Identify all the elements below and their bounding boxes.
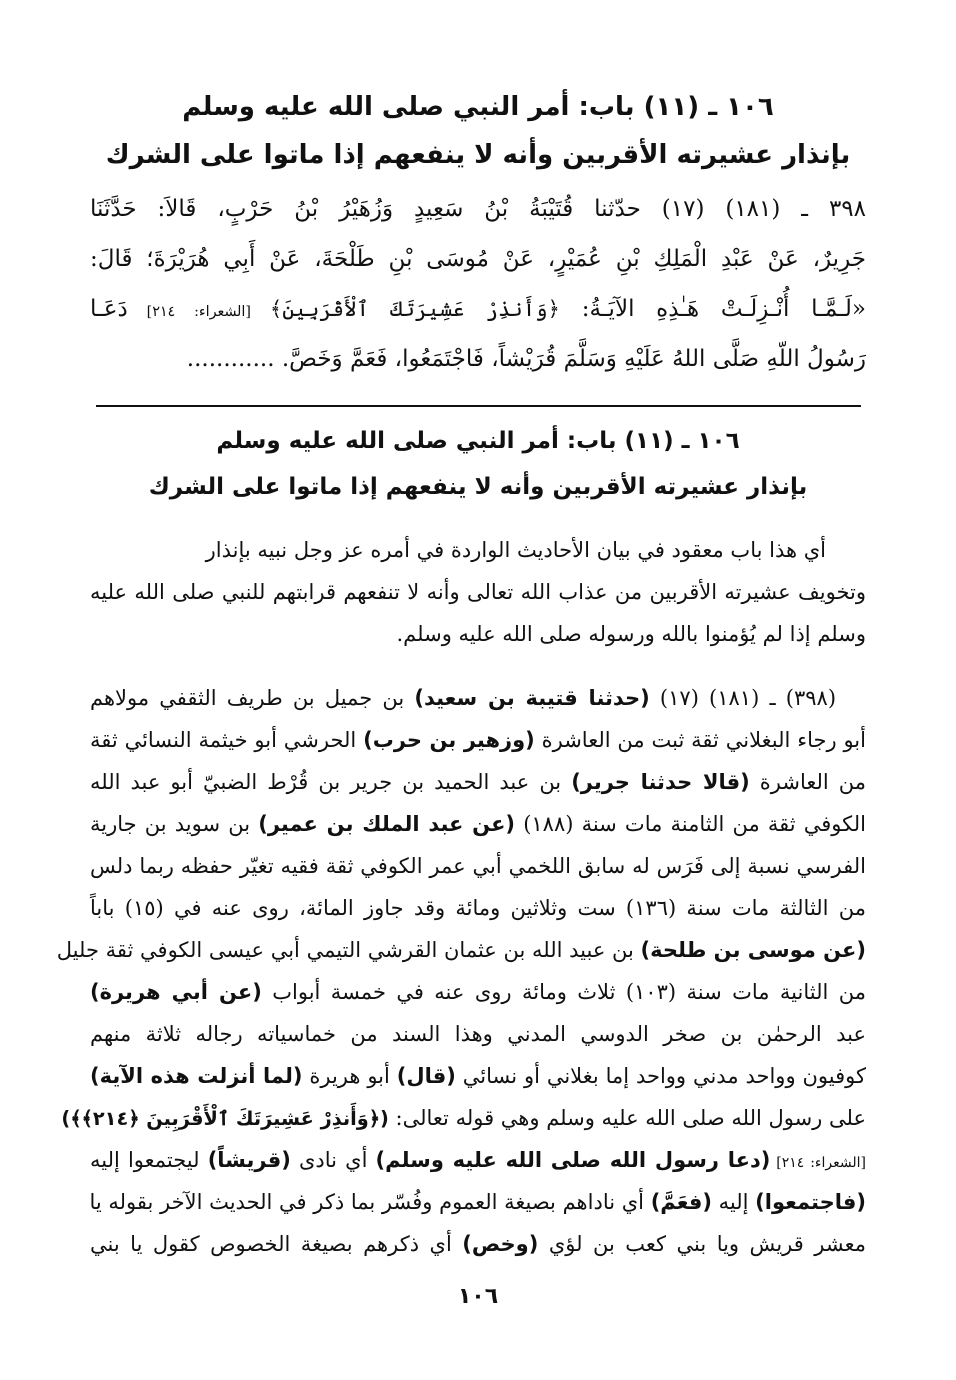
hadith-chapter-title: ١٠٦ ـ (١١) باب: أمر النبي صلى الله عليه وسلم <box>182 92 774 122</box>
text-segment: على رسول الله صلى الله عليه وسلم وهي قوله تعالى: <box>388 1106 866 1130</box>
narrator-name: (عن أبي هريرة) <box>90 980 262 1004</box>
commentary-line-7 <box>56 938 866 962</box>
commentary-line-8 <box>90 980 866 1004</box>
commentary-line-3 <box>90 770 866 794</box>
section-divider <box>96 405 861 407</box>
commentary-intro-line-3: وسلم إذا لم يُؤمنوا بالله ورسوله صلى الله عليه وسلم. <box>396 622 866 646</box>
commentary-chapter-subtitle: بإنذار عشيرته الأقربين وأنه لا ينفعهم إذا ماتوا على الشرك <box>148 474 808 500</box>
hadith-chapter-subtitle: بإنذار عشيرته الأقربين وأنه لا ينفعهم إذا ماتوا على الشرك <box>105 140 851 170</box>
highlighted-phrase: (وخص) <box>462 1232 539 1256</box>
text-segment: من العاشرة <box>749 770 866 794</box>
text-segment: الكوفي ثقة من الثامنة مات سنة (١٨٨) <box>515 812 866 836</box>
narrator-name: (عن عبد الملك بن عمير) <box>258 812 516 836</box>
text-segment: أي ذكرهم بصيغة الخصوص كقول يا بني <box>90 1232 463 1256</box>
text-segment: (٣٩٨) ـ (١٨١) (١٧) <box>649 686 837 710</box>
highlighted-phrase: (لما أنزلت هذه الآية) <box>90 1064 303 1088</box>
quran-verse: ﴿وَأَنذِرْ عَشِيرَتَكَ ٱلْأَقْرَبِينَ﴾ <box>269 296 561 321</box>
commentary-line-13 <box>90 1190 866 1214</box>
commentary-line-9: عبد الرحمٰن بن صخر الدوسي المدني وهذا السند من خماسياته رجاله ثلاثة منهم <box>90 1022 866 1046</box>
commentary-line-10 <box>90 1064 866 1088</box>
commentary-line-6: من الثالثة مات سنة (١٣٦) ست وثلاثين ومائة وقد جاوز المائة، روى عنه في (١٥) باباً <box>90 896 866 920</box>
commentary-line-14 <box>90 1232 866 1256</box>
highlighted-phrase: (قريشاً) <box>207 1148 291 1172</box>
hadith-text-line-3 <box>90 296 866 322</box>
narrator-name: (قالا حدثنا جرير) <box>571 770 750 794</box>
narrator-name: (حدثنا قتيبة بن سعيد) <box>414 686 650 710</box>
commentary-line-1 <box>90 686 836 710</box>
verse-reference: [الشعراء: ٢١٤] <box>770 1155 866 1171</box>
text-segment: إليه <box>711 1190 756 1214</box>
text-segment: أي ناداهم بصيغة العموم وفُسّر بما ذكر في الحديث الآخر بقوله يا <box>89 1190 651 1214</box>
text-segment: بن عبد الحميد بن جرير بن قُرْط الضبيّ أبو عبد الله <box>90 770 572 794</box>
text-segment: بن عبيد الله بن عثمان القرشي التيمي أبي عيسى الكوفي ثقة جليل <box>56 938 641 962</box>
text-segment: معشر قريش ويا بني كعب بن لؤي <box>538 1232 866 1256</box>
quran-verse: (﴿وَأَنذِرْ عَشِيرَتَكَ ٱلْأَقْرَبِينَ ﴿٢١٤﴾﴾) <box>61 1107 389 1130</box>
text-segment: بن سويد بن جارية <box>90 812 259 836</box>
text-segment: أبو هريرة <box>302 1064 397 1088</box>
commentary-intro-line-1: أي هذا باب معقود في بيان الأحاديث الواردة في أمره عز وجل نبيه بإنذار <box>205 538 826 562</box>
narrator-name: (وزهير بن حرب) <box>363 728 535 752</box>
commentary-line-4 <box>90 812 866 836</box>
commentary-line-11 <box>61 1106 866 1130</box>
hadith-text-line-1: ٣٩٨ ـ (١٨١) (١٧) حدّثنا قُتَيْبَةُ بْنُ سَعِيدٍ وَزُهَيْرُ بْنُ حَرْبٍ، قَالاَ: حَدَّثَنَا <box>90 196 866 222</box>
text-segment: بن جميل بن طريف الثقفي مولاهم <box>90 686 415 710</box>
narrator-name: (عن موسى بن طلحة) <box>640 938 866 962</box>
verse-reference: [الشعراء: ٢١٤] <box>127 304 270 320</box>
text-segment: أي نادى <box>290 1148 376 1172</box>
commentary-line-12 <box>90 1148 866 1172</box>
highlighted-phrase: (دعا رسول الله صلى الله عليه وسلم) <box>375 1148 771 1172</box>
highlighted-phrase: (فعَمَّ) <box>650 1190 712 1214</box>
hadith-text-segment: دَعَـا <box>90 296 128 322</box>
text-segment: ليجتمعوا إليه <box>90 1148 208 1172</box>
commentary-line-5: الفرسي نسبة إلى فَرَس له سابق اللخمي أبي عمر الكوفي ثقة فقيه تغيّر حفظه ربما دلس <box>90 854 866 878</box>
commentary-chapter-title: ١٠٦ ـ (١١) باب: أمر النبي صلى الله عليه وسلم <box>216 428 740 454</box>
page-number: ١٠٦ <box>457 1284 499 1309</box>
text-segment: كوفيون وواحد مدني وواحد إما بغلاني أو نسائي <box>455 1064 866 1088</box>
hadith-text-line-4: رَسُولُ اللّهِ صَلَّى اللهُ عَلَيْهِ وَسَلَّمَ قُرَيْشاً، فَاجْتَمَعُوا، فَعَمَّ وَخَصَّ. ............ <box>186 346 866 372</box>
text-segment: من الثانية مات سنة (١٠٣) ثلاث ومائة روى عنه في خمسة أبواب <box>261 980 866 1004</box>
text-segment: أبو رجاء البغلاني ثقة ثبت من العاشرة <box>534 728 866 752</box>
hadith-text-line-2: جَرِيرٌ، عَنْ عَبْدِ الْمَلِكِ بْنِ عُمَيْرٍ، عَنْ مُوسَى بْنِ طَلْحَةَ، عَنْ أَبِي هُرَيْرَةَ؛ قَالَ: <box>90 246 866 272</box>
hadith-text-segment: «لَـمَّـا أُنْـزِلَـتْ هَـٰذِهِ الآيَـةُ: <box>560 296 866 322</box>
highlighted-phrase: (فاجتمعوا) <box>755 1190 866 1214</box>
commentary-line-2 <box>90 728 866 752</box>
highlighted-phrase: (قال) <box>396 1064 456 1088</box>
commentary-intro-line-2: وتخويف عشيرته الأقربين من عذاب الله تعالى وأنه لا تنفعهم قرابتهم للنبي صلى الله عليه <box>90 580 866 604</box>
text-segment: الحرشي أبو خيثمة النسائي ثقة <box>90 728 364 752</box>
